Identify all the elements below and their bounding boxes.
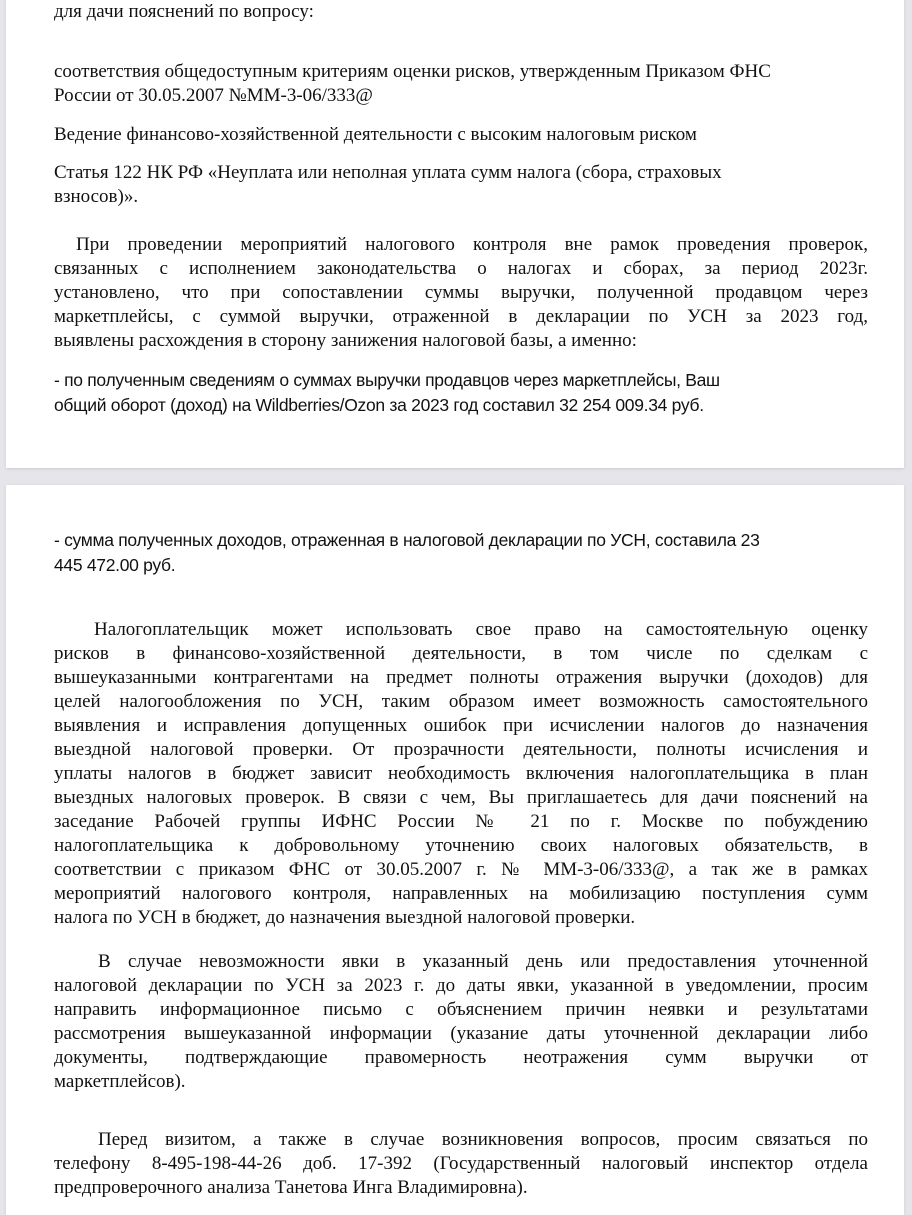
text-line: выездных налоговых проверок. В связи с чем, Вы приглашаетесь для дачи пояснений на (54, 787, 868, 808)
text-line: выездной налоговой проверки. От прозрачности деятельности, полноты исчисления и (54, 739, 868, 760)
paragraph (54, 60, 868, 108)
text-line: мероприятий налогового контроля, направленных на мобилизацию поступления сумм (54, 883, 868, 904)
text-line: 445 472.00 руб. (54, 555, 176, 575)
paragraph (54, 0, 868, 24)
document-page-1 (6, 0, 904, 468)
text-line: Статья 122 НК РФ «Неуплата или неполная уплата сумм налога (сбора, страховых (54, 162, 722, 183)
text-line: Ведение финансово-хозяйственной деятельности с высоким налоговым риском (54, 124, 697, 145)
document-page-2 (6, 485, 904, 1215)
text-line: рисков в финансово-хозяйственной деятельности, в том числе по сделкам с (54, 643, 868, 664)
paragraph (54, 950, 868, 1094)
text-line: общий оборот (доход) на Wildberries/Ozon за 2023 год составил 32 254 009.34 руб. (54, 395, 704, 415)
text-line: вышеуказанными контрагентами на предмет полноты отражения выручки (доходов) для (54, 667, 868, 688)
text-line: документы, подтверждающие правомерность неотражения сумм выручки от (54, 1047, 868, 1068)
text-line: целей налогообложения по УСН, таким образом имеет возможность самостоятельного (54, 691, 868, 712)
text-line: заседание Рабочей группы ИФНС России № 21 по г. Москве по побуждению (54, 811, 868, 832)
paragraph (54, 528, 868, 578)
text-line: маркетплейсы, с суммой выручки, отраженной в декларации по УСН за 2023 год, (54, 306, 868, 327)
paragraph (54, 123, 868, 147)
text-line: налога по УСН в бюджет, до назначения выездной налоговой проверки. (54, 907, 636, 928)
paragraph (54, 618, 868, 930)
text-line: выявлены расхождения в сторону занижения налоговой базы, а именно: (54, 330, 637, 351)
paragraph (54, 161, 868, 209)
text-line: направить информационное письмо с объяснением причин неявки и результатами (54, 999, 868, 1020)
text-line: выявления и исправления допущенных ошибок при исчислении налогов до назначения (54, 715, 868, 736)
text-line: В случае невозможности явки в указанный день или предоставления уточненной (98, 951, 868, 972)
text-line: телефону 8-495-198-44-26 доб. 17-392 (Государственный налоговый инспектор отдела (54, 1153, 868, 1174)
paragraph (54, 1128, 868, 1200)
text-line: При проведении мероприятий налогового контроля вне рамок проведения проверок, (76, 234, 868, 255)
text-line: предпроверочного анализа Танетова Инга Владимировна). (54, 1177, 528, 1198)
paragraph (54, 233, 868, 353)
text-line: маркетплейсов). (54, 1071, 186, 1092)
text-line: - сумма полученных доходов, отраженная в налоговой декларации по УСН, составила 23 (54, 530, 760, 550)
text-line: соответствия общедоступным критериям оценки рисков, утвержденным Приказом ФНС (54, 61, 771, 82)
text-line: налоговой декларации по УСН за 2023 г. до даты явки, указанной в уведомлении, просим (54, 975, 868, 996)
text-line: России от 30.05.2007 №ММ-3-06/333@ (54, 85, 373, 106)
text-line: уплаты налогов в бюджет зависит необходимость включения налогоплательщика в план (54, 763, 868, 784)
text-line: соответствии с приказом ФНС от 30.05.2007 г. № ММ-3-06/333@, а так же в рамках (54, 859, 868, 880)
text-line: установлено, что при сопоставлении суммы выручки, полученной продавцом через (54, 282, 868, 303)
text-line: взносов)». (54, 186, 139, 207)
text-line: Налогоплательщик может использовать свое право на самостоятельную оценку (94, 619, 868, 640)
text-line: связанных с исполнением законодательства о налогах и сборах, за период 2023г. (54, 258, 868, 279)
paragraph (54, 368, 868, 418)
text-line: налогоплательщика к добровольному уточнению своих налоговых обязательств, в (54, 835, 868, 856)
text-line: Перед визитом, а также в случае возникновения вопросов, просим связаться по (98, 1129, 868, 1150)
text-line: для дачи пояснений по вопросу: (54, 1, 314, 22)
text-line: рассмотрения вышеуказанной информации (указание даты уточненной декларации либо (54, 1023, 868, 1044)
text-line: - по полученным сведениям о суммах выручки продавцов через маркетплейсы, Ваш (54, 370, 720, 390)
